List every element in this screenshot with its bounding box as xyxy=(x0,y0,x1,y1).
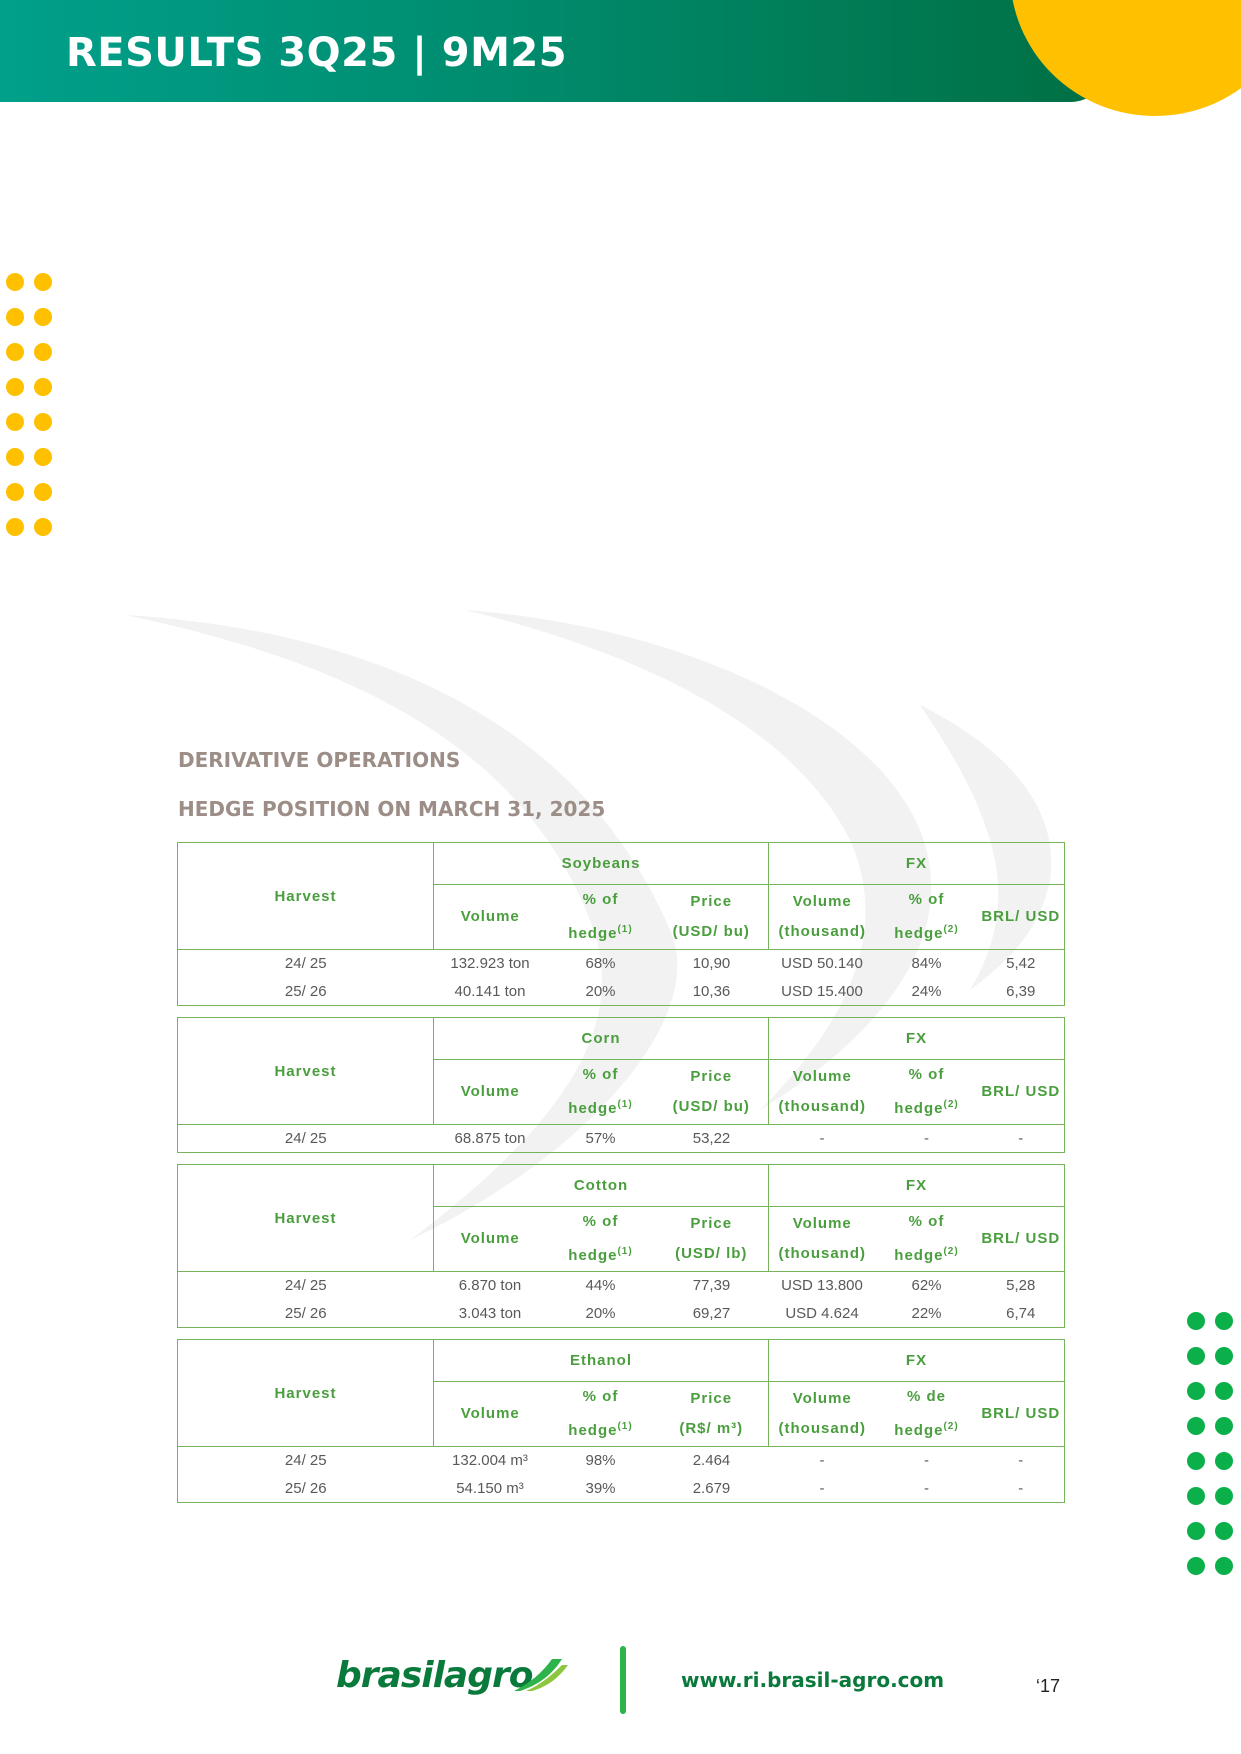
cell-fx-pct: 62% xyxy=(911,1277,942,1295)
cell-harvest: 24/ 25 xyxy=(284,1277,327,1295)
hedge-table-cotton xyxy=(177,1164,1065,1328)
table-row xyxy=(178,1300,1065,1328)
cell-fx-volume: - xyxy=(819,1479,825,1497)
table-row xyxy=(178,1447,1065,1475)
cell-brl: - xyxy=(1018,1130,1024,1147)
col-volume: Volume xyxy=(434,1060,547,1125)
col-brl-usd: BRL/ USD xyxy=(978,1060,1065,1125)
cell-pct: 98% xyxy=(585,1452,616,1470)
col-volume: Volume xyxy=(434,1207,547,1272)
col-fx-pct-hedge: % of hedge$^{(2)}$ xyxy=(876,1060,978,1125)
cell-harvest: 25/ 26 xyxy=(284,1304,327,1322)
cell-brl: 6,74 xyxy=(1006,1304,1036,1322)
cell-brl: 6,39 xyxy=(1006,982,1036,1000)
fx-header: FX xyxy=(769,1018,1065,1060)
cell-volume: 6.870 ton xyxy=(458,1277,522,1295)
col-fx-pct-hedge: % of hedge$^{(2)}$ xyxy=(876,885,978,950)
brasilagro-logo: brasilagro xyxy=(336,1655,566,1711)
cell-fx-pct: 22% xyxy=(911,1304,942,1322)
cell-fx-pct: - xyxy=(924,1479,929,1497)
cell-fx-pct: 24% xyxy=(911,982,942,1000)
cell-volume: 3.043 ton xyxy=(458,1304,522,1322)
hedge-table-corn xyxy=(177,1017,1065,1153)
col-fx-pct-hedge: % of hedge$^{(2)}$ xyxy=(876,1207,978,1272)
cell-pct: 57% xyxy=(585,1130,616,1147)
cell-fx-pct: - xyxy=(924,1130,930,1147)
cell-harvest: 25/ 26 xyxy=(284,1479,327,1497)
page-header xyxy=(0,0,1241,116)
col-fx-pct-hedge: % de hedge$^{(2)}$ xyxy=(876,1382,978,1447)
col-pct-hedge: % of hedge$^{(1)}$ xyxy=(547,885,655,950)
fx-header: FX xyxy=(769,843,1065,885)
cell-fx-volume: USD 15.400 xyxy=(781,982,863,1000)
cell-pct: 68% xyxy=(585,955,616,973)
section-subtitle: HEDGE POSITION ON MARCH 31, 2025 xyxy=(178,797,606,821)
col-volume: Volume xyxy=(434,885,547,950)
cell-price: 77,39 xyxy=(692,1277,731,1295)
cell-fx-volume: USD 50.140 xyxy=(781,955,863,973)
page-number: ‘17 xyxy=(1036,1676,1061,1696)
commodity-header: Ethanol xyxy=(434,1340,769,1382)
table-row xyxy=(178,1125,1065,1153)
cell-volume: 68.875 ton xyxy=(454,1130,526,1147)
col-brl-usd: BRL/ USD xyxy=(978,885,1065,950)
col-pct-hedge: % of hedge$^{(1)}$ xyxy=(547,1207,655,1272)
table-row xyxy=(178,1272,1065,1300)
cell-brl: 5,28 xyxy=(1006,1277,1036,1295)
cell-volume: 132.004 m³ xyxy=(452,1452,528,1470)
yellow-dots-decoration xyxy=(6,273,52,536)
cell-fx-pct: 84% xyxy=(911,955,942,973)
cell-price: 10,36 xyxy=(692,982,731,1000)
col-fx-volume: Volume (thousand) xyxy=(769,885,876,950)
hedge-table-ethanol xyxy=(177,1339,1065,1503)
hedge-table-soybeans xyxy=(177,842,1065,1006)
commodity-header: Soybeans xyxy=(434,843,769,885)
harvest-header: Harvest xyxy=(178,1165,434,1272)
harvest-header: Harvest xyxy=(178,1018,434,1125)
cell-price: 53,22 xyxy=(692,1130,731,1147)
cell-price: 10,90 xyxy=(692,955,731,973)
cell-volume: 54.150 m³ xyxy=(456,1479,524,1497)
footer-divider xyxy=(620,1646,626,1714)
cell-brl: 5,42 xyxy=(1006,955,1036,973)
col-brl-usd: BRL/ USD xyxy=(978,1207,1065,1272)
cell-fx-volume: - xyxy=(819,1452,825,1470)
col-fx-volume: Volume (thousand) xyxy=(769,1382,876,1447)
cell-brl: - xyxy=(1018,1479,1024,1497)
section-title: DERIVATIVE OPERATIONS xyxy=(178,748,461,772)
green-dots-decoration xyxy=(1187,1312,1233,1575)
col-price: Price (R$/ m³) xyxy=(655,1382,769,1447)
cell-harvest: 24/ 25 xyxy=(284,1452,327,1470)
page-title: RESULTS 3Q25 | 9M25 xyxy=(66,30,568,76)
cell-price: 69,27 xyxy=(692,1304,731,1322)
cell-pct: 20% xyxy=(585,982,616,1000)
col-brl-usd: BRL/ USD xyxy=(978,1382,1065,1447)
col-price: Price (USD/ bu) xyxy=(655,885,769,950)
table-row xyxy=(178,950,1065,978)
cell-fx-volume: - xyxy=(819,1130,825,1147)
fx-header: FX xyxy=(769,1340,1065,1382)
cell-fx-volume: USD 4.624 xyxy=(785,1304,859,1322)
harvest-header: Harvest xyxy=(178,1340,434,1447)
col-pct-hedge: % of hedge$^{(1)}$ xyxy=(547,1382,655,1447)
col-volume: Volume xyxy=(434,1382,547,1447)
commodity-header: Corn xyxy=(434,1018,769,1060)
col-price: Price (USD/ bu) xyxy=(655,1060,769,1125)
cell-price: 2.679 xyxy=(692,1479,731,1497)
cell-pct: 39% xyxy=(585,1479,616,1497)
cell-pct: 20% xyxy=(585,1304,616,1322)
cell-volume: 132.923 ton xyxy=(450,955,530,973)
logo-chevron-icon xyxy=(512,1657,568,1693)
table-row xyxy=(178,978,1065,1006)
cell-volume: 40.141 ton xyxy=(454,982,526,1000)
fx-header: FX xyxy=(769,1165,1065,1207)
cell-price: 2.464 xyxy=(692,1452,731,1470)
col-price: Price (USD/ lb) xyxy=(655,1207,769,1272)
col-fx-volume: Volume (thousand) xyxy=(769,1060,876,1125)
cell-pct: 44% xyxy=(585,1277,616,1295)
table-row xyxy=(178,1475,1065,1503)
col-fx-volume: Volume (thousand) xyxy=(769,1207,876,1272)
cell-harvest: 24/ 25 xyxy=(284,1130,327,1147)
footer-website-link[interactable]: www.ri.brasil-agro.com xyxy=(681,1668,945,1692)
commodity-header: Cotton xyxy=(434,1165,769,1207)
cell-brl: - xyxy=(1018,1452,1024,1470)
cell-fx-volume: USD 13.800 xyxy=(781,1277,863,1295)
harvest-header: Harvest xyxy=(178,843,434,950)
col-pct-hedge: % of hedge$^{(1)}$ xyxy=(547,1060,655,1125)
cell-fx-pct: - xyxy=(924,1452,929,1470)
cell-harvest: 24/ 25 xyxy=(284,955,327,973)
cell-harvest: 25/ 26 xyxy=(284,982,327,1000)
